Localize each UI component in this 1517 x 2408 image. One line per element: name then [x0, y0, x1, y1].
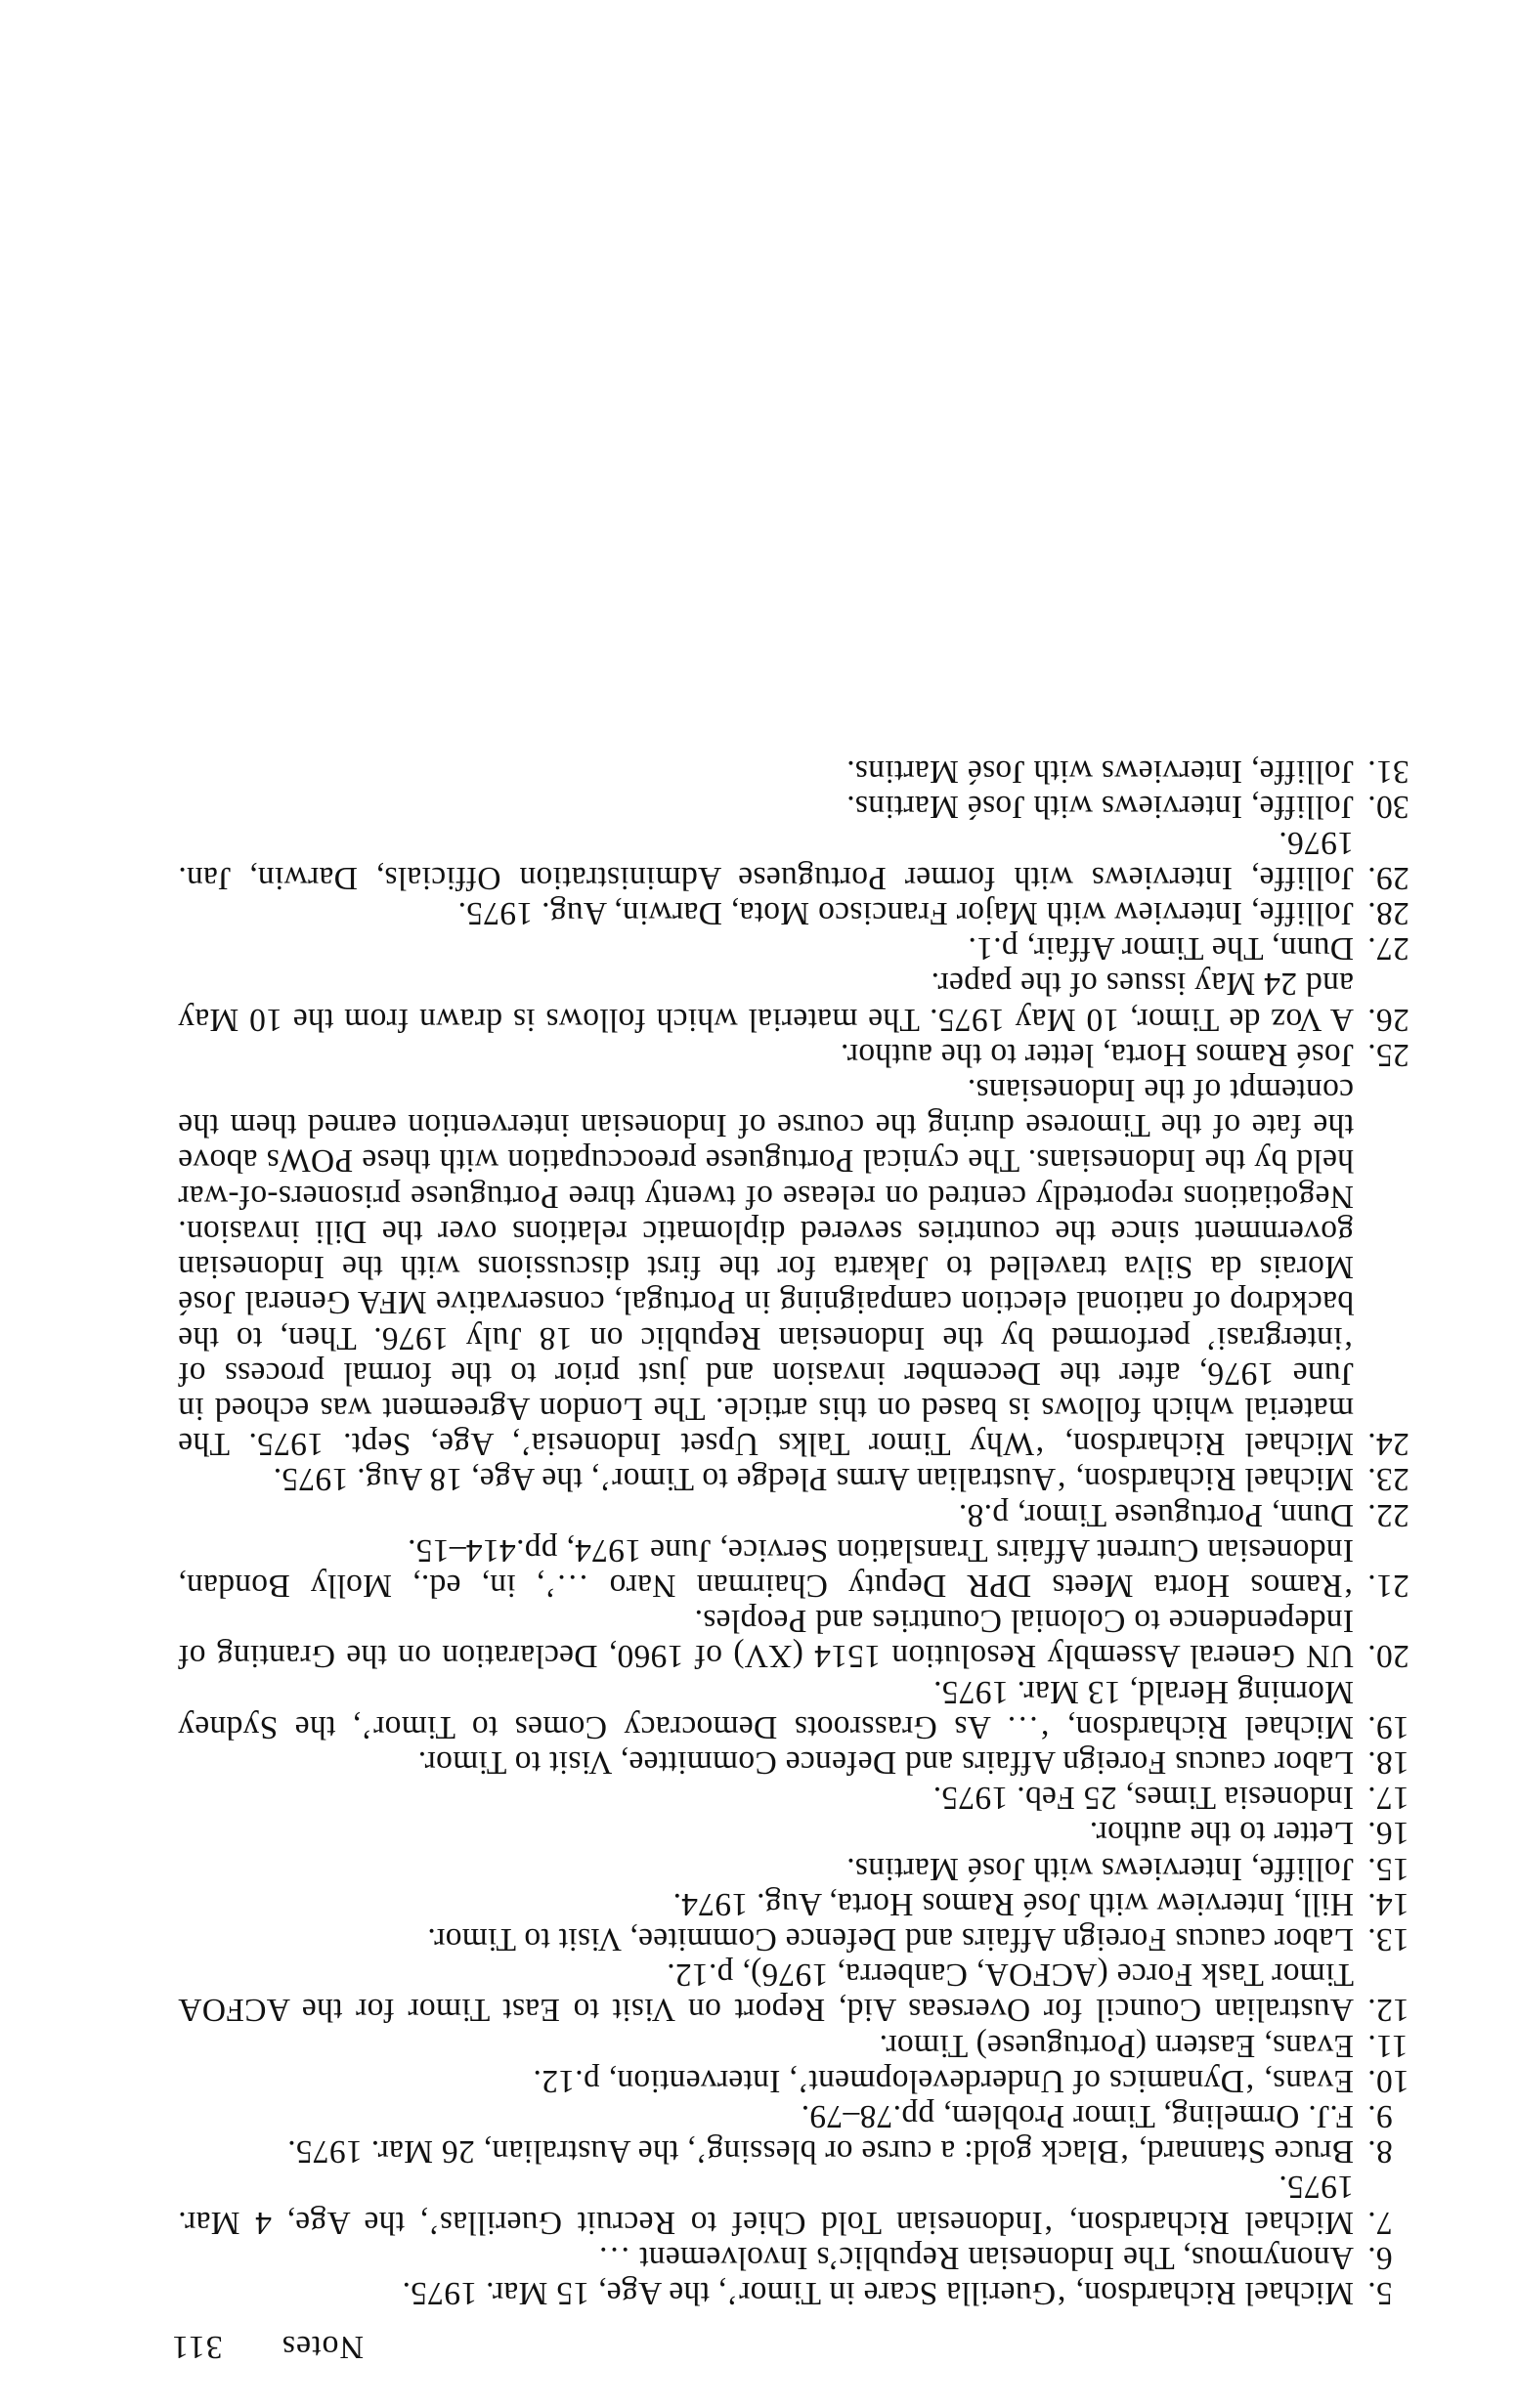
note-item	[178, 2027, 1414, 2062]
note-number: 20.	[1367, 1638, 1409, 1675]
note-text: Jolliffe, Interviews with José Martins.	[845, 789, 1354, 826]
note-text: Dunn, Portuguese Timor, p.8.	[958, 1496, 1354, 1533]
note-text: F.J. Ormeling, Timor Problem, pp.78–79.	[801, 2097, 1354, 2134]
note-item	[178, 2169, 1414, 2239]
note-text: Australian Council for Overseas Aid, Report on Visit to East Timor for the ACFOA Timor Task Force (ACFOA, Canberra, 1976), p.12.	[178, 1956, 1354, 2029]
note-text: Evans, ‘Dynamics of Underdevelopment’, Intervention, p.12.	[533, 2062, 1354, 2099]
note-item	[178, 1956, 1414, 2027]
note-text: Jolliffe, Interviews with José Martins.	[845, 1850, 1354, 1887]
note-item	[178, 1850, 1414, 1885]
note-text: Letter to the author.	[1089, 1815, 1354, 1852]
note-item	[178, 753, 1414, 789]
note-text: Jolliffe, Interviews with José Martins.	[845, 753, 1354, 791]
notes-list	[178, 753, 1414, 2310]
note-number: 5.	[1367, 2275, 1393, 2311]
note-number: 16.	[1367, 1815, 1409, 1852]
running-header-title: Notes	[281, 2329, 365, 2365]
note-item	[178, 895, 1414, 930]
note-text: Evans, Eastern (Portuguese) Timor.	[879, 2027, 1354, 2064]
note-number: 29.	[1367, 859, 1409, 896]
note-text: Michael Richardson, ‘Australian Arms Pledge to Timor’, the Age, 18 Aug. 1975.	[273, 1461, 1354, 1498]
note-text: Labor caucus Foreign Affairs and Defence Committee, Visit to Timor.	[417, 1743, 1354, 1781]
note-text: A Voz de Timor, 10 May 1975. The material which follows is drawn from the 10 May and 24 May issues of the paper.	[178, 966, 1354, 1038]
note-number: 15.	[1367, 1850, 1409, 1887]
note-text: Michael Richardson, ‘Guerilla Scare in Timor’, the Age, 15 Mar. 1975.	[402, 2275, 1354, 2311]
note-item	[178, 1461, 1414, 1496]
note-item	[178, 1603, 1414, 1673]
note-text: Dunn, The Timor Affair, p.1.	[968, 930, 1354, 968]
note-number: 12.	[1367, 1992, 1409, 2029]
note-item	[178, 1673, 1414, 1743]
note-text: José Ramos Horta, letter to the author.	[840, 1036, 1354, 1073]
note-number: 26.	[1367, 1001, 1409, 1038]
note-item	[178, 2275, 1414, 2310]
note-number: 6.	[1367, 2239, 1393, 2276]
page-number: 311	[171, 2329, 223, 2365]
note-item	[178, 824, 1414, 894]
note-number: 30.	[1367, 789, 1409, 826]
note-text: Michael Richardson, ‘Why Timor Talks Upset Indonesia’, Age, Sept. 1975. The material which follows is based on this article. The London Agreement was echoed in June 1976, after the December invasion and just prior to the formal process of ‘intergrasi’ performed by the Indonesian Republic on 18 July 1976. Then, to the backdrop of national election campaigning in Portugal, conservative MFA General José Morais da Silva travelled to Jakarta for the first discussions with the Indonesian government since the countries severed diplomatic relations over the Dili invasion. Negotiations reportedly centred on release of twenty three Portuguese prisoners-of-war held by the Indonesians. The cynical Portuguese preoccupation with these POWs above the fate of the Timorese during the course of Indonesian intervention earned them the contempt of the Indonesians.	[178, 1072, 1354, 1463]
note-number: 22.	[1367, 1496, 1409, 1533]
note-item	[178, 1496, 1414, 1531]
note-text: Michael Richardson, ‘… As Grassroots Democracy Comes to Timor’, the Sydney Morning Herald, 13 Mar. 1975.	[178, 1673, 1354, 1745]
note-item	[178, 930, 1414, 966]
note-item	[178, 2063, 1414, 2098]
note-text: Labor caucus Foreign Affairs and Defence Commitee, Visit to Timor.	[427, 1920, 1354, 1957]
note-item	[178, 1780, 1414, 1815]
note-number: 21.	[1367, 1567, 1409, 1604]
note-text: Anonymous, The Indonesian Republic’s Involvement …	[597, 2239, 1354, 2276]
note-number: 7.	[1367, 2204, 1393, 2241]
note-text: ‘Ramos Horta Meets DPR Deputy Chairman Naro …’, in, ed., Molly Bondan, Indonesian Current Affairs Translation Service, June 1974, pp.414–15.	[178, 1531, 1354, 1604]
note-number: 10.	[1367, 2062, 1409, 2099]
running-header	[171, 2328, 364, 2365]
note-item	[178, 1532, 1414, 1603]
note-number: 27.	[1367, 930, 1409, 968]
note-number: 31.	[1367, 753, 1409, 791]
note-number: 18.	[1367, 1743, 1409, 1781]
note-item	[178, 1072, 1414, 1461]
note-number: 24.	[1367, 1426, 1409, 1463]
note-number: 19.	[1367, 1708, 1409, 1745]
note-text: Bruce Stannard, ‘Black gold: a curse or blessing’, the Australian, 26 Mar. 1975.	[286, 2133, 1354, 2171]
note-item	[178, 2133, 1414, 2169]
note-number: 14.	[1367, 1885, 1409, 1922]
note-item	[178, 2098, 1414, 2133]
note-item	[178, 1921, 1414, 1956]
note-number: 8.	[1367, 2133, 1393, 2171]
note-item	[178, 789, 1414, 824]
note-text: UN General Assembly Resolution 1514 (XV) of 1960, Declaration on the Granting of Independence to Colonial Countries and Peoples.	[178, 1603, 1354, 1675]
note-number: 11.	[1367, 2027, 1409, 2064]
note-number: 9.	[1367, 2097, 1393, 2134]
note-item	[178, 1744, 1414, 1780]
note-item	[178, 1886, 1414, 1921]
note-text: Indonesia Times, 25 Feb. 1975.	[932, 1780, 1354, 1817]
note-number: 13.	[1367, 1920, 1409, 1957]
note-number: 28.	[1367, 895, 1409, 932]
note-item	[178, 1815, 1414, 1850]
note-number: 23.	[1367, 1461, 1409, 1498]
note-item	[178, 2240, 1414, 2275]
note-text: Michael Richardson, ‘Indonesian Told Chief to Recruit Guerillas’, the Age, 4 Mar. 1975.	[178, 2169, 1354, 2241]
note-text: Jolliffe, Interviews with former Portuguese Administration Officials, Darwin, Jan. 1976.	[178, 824, 1354, 896]
note-text: Jolliffe, Interview with Major Francisco Mota, Darwin, Aug. 1975.	[457, 895, 1354, 932]
note-number: 17.	[1367, 1780, 1409, 1817]
note-item	[178, 1037, 1414, 1072]
note-item	[178, 966, 1414, 1036]
note-text: Hill, Interview with José Ramos Horta, Aug. 1974.	[672, 1885, 1354, 1922]
note-number: 25.	[1367, 1036, 1409, 1073]
